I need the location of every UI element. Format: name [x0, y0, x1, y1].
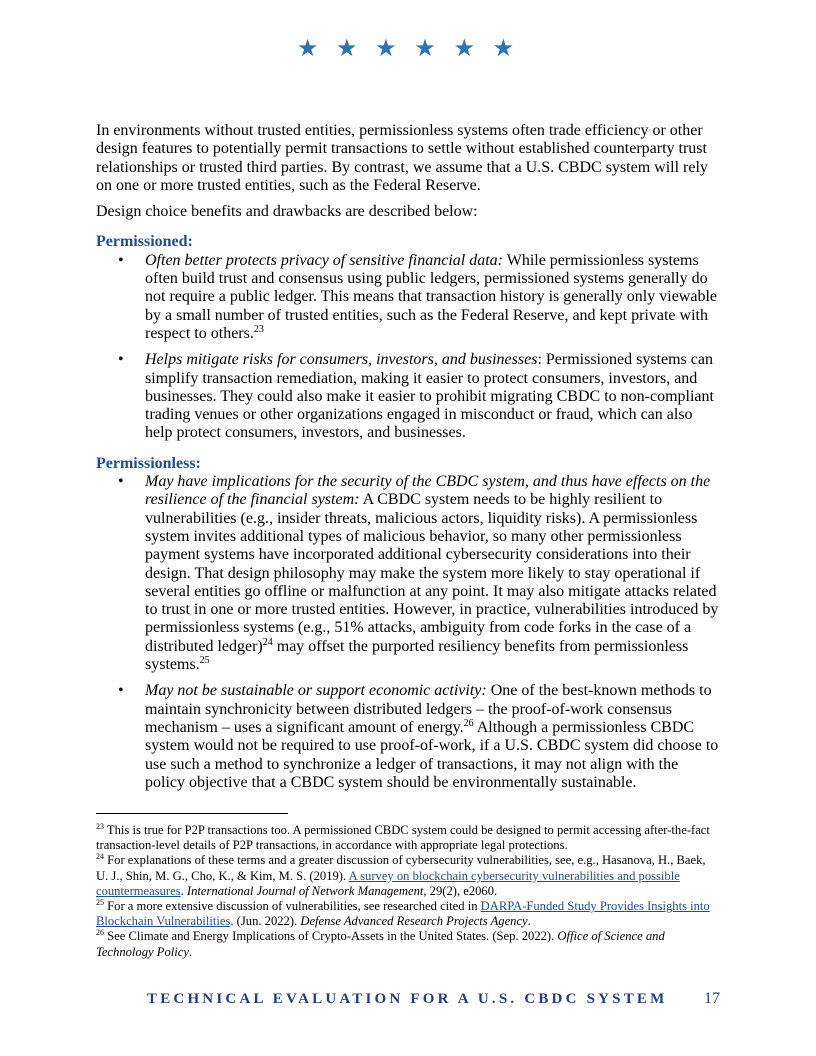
- footnote-number: 26: [96, 928, 104, 938]
- footnote-ref[interactable]: 26: [463, 717, 474, 729]
- footnote: [96, 899, 716, 929]
- bullet-icon: •: [118, 473, 124, 491]
- list-item: [96, 682, 720, 792]
- bullet-lead: May have implications for the security of the CBDC system, and thus have effects on the resilience of the financial system:: [145, 473, 711, 509]
- bullet-lead: Helps mitigate risks for consumers, investors, and businesses: [145, 351, 538, 369]
- permissioned-list: [96, 252, 720, 443]
- bullet-icon: •: [118, 351, 124, 369]
- footnote-separator: [96, 813, 288, 814]
- bullet-text: While permissionless systems often build trust and consensus using public ledgers, permissioned systems generally do not require a public ledger. This means that transaction history is generally only viewable by a small number of trusted entities, such as the Federal Reserve, and kept private with respect to others.: [145, 251, 717, 342]
- footnote-source: Office of Science and Technology Policy: [96, 929, 665, 959]
- bullet-text: : Permissioned systems can simplify transaction remediation, making it easier to protect consumers, investors, and businesses. They could also make it easier to prohibit migrating CBDC to non-compliant trading venues or other organizations engaged in misconduct or fraud, which can also help protect consumers, investors, and businesses.: [145, 351, 714, 442]
- footnote-text: For explanations of these terms and a greater discussion of cybersecurity vulnerabilities, see, e.g., Hasanova, H., Baek, U. J., Shin, M. G., Cho, K., & Kim, M. S. (2019).: [96, 853, 706, 883]
- footnote-number: 25: [96, 898, 104, 908]
- bullet-lead: Often better protects privacy of sensitive financial data:: [145, 251, 503, 269]
- list-item: [96, 252, 720, 343]
- footnote-text: See Climate and Energy Implications of Crypto-Assets in the United States. (Sep. 2022).: [104, 929, 558, 944]
- intro-paragraph: In environments without trusted entities, permissionless systems often trade efficiency or other design features to potentially permit transactions to settle without established counterparty trust relationships or trusted third parties. By contrast, we assume that a U.S. CBDC system will rely on one or more trusted entities, such as the Federal Reserve.: [96, 122, 708, 194]
- footnote-text: .: [180, 883, 187, 898]
- footnote-text: .: [188, 944, 193, 959]
- footnote-ref[interactable]: 23: [253, 323, 264, 335]
- footnote-text: For a more extensive discussion of vulnerabilities, see researched cited in: [104, 899, 481, 914]
- footnote-text: This is true for P2P transactions too. A permissioned CBDC system could be designed to permit accessing after-the-fact transaction-level details of P2P transactions, in accordance with appropriate legal protections.: [96, 823, 710, 853]
- list-item: [96, 351, 720, 442]
- footnote-source: International Journal of Network Management: [186, 883, 424, 898]
- footnotes: [96, 823, 716, 960]
- page-number: 17: [704, 990, 720, 1007]
- footnote-link[interactable]: DARPA-Funded Study Provides Insights into Blockchain Vulnerabilities: [96, 899, 710, 929]
- bullet-icon: •: [118, 251, 124, 269]
- footnote-source: Defense Advanced Research Projects Agency: [300, 914, 528, 929]
- section-heading-permissionless: Permissionless:: [96, 454, 201, 472]
- bullet-text: may offset the purported resiliency benefits from permissionless systems.: [145, 637, 689, 674]
- footnote: [96, 853, 716, 899]
- permissionless-list: [96, 473, 720, 792]
- list-item: [96, 473, 720, 674]
- footnote: [96, 929, 716, 959]
- footnote-text: .: [527, 914, 531, 929]
- bullet-text: One of the best-known methods to maintain synchronicity between distributed ledgers – the proof-of-work consensus mechanism – uses a significant amount of energy.: [145, 682, 712, 736]
- footnote-text: , 29(2), e2060.: [423, 883, 498, 898]
- bullet-icon: •: [118, 682, 124, 700]
- section-heading-permissioned: Permissioned:: [96, 233, 193, 251]
- footnote-number: 23: [96, 822, 104, 831]
- footnote: [96, 823, 716, 853]
- footnote-number: 24: [96, 852, 104, 862]
- body-content: [96, 122, 720, 800]
- footnote-ref[interactable]: 25: [199, 655, 210, 667]
- footer-title: TECHNICAL EVALUATION FOR A U.S. CBDC SYSTEM: [147, 991, 668, 1007]
- bullet-text: Although a permissionless CBDC system would not be required to use proof-of-work, if a U.S. CBDC system did choose to use such a method to synchronize a ledger of transactions, it may not align with the policy objective that a CBDC system should be environmentally sustainable.: [145, 718, 719, 791]
- bullet-lead: May not be sustainable or support economic activity:: [145, 682, 487, 700]
- footnote-ref[interactable]: 24: [262, 636, 273, 648]
- footnote-link[interactable]: A survey on blockchain cybersecurity vulnerabilities and possible countermeasures: [96, 868, 680, 898]
- footnote-text: . (Jun. 2022).: [230, 914, 301, 929]
- intro-paragraph: Design choice benefits and drawbacks are described below:: [96, 203, 478, 221]
- bullet-text: A CBDC system needs to be highly resilient to vulnerabilities (e.g., insider threats, malicious actors, liquidity risks). A permissionless system invites additional types of malicious behavior, so many other permissionless payment systems have incorporated additional cybersecurity considerations into their design. That design philosophy may make the system more likely to stay operational if several entities go offline or malfunction at any point. It may also mitigate attacks related to trust in one or more trusted entities. However, in practice, vulnerabilities introduced by permissionless systems (e.g., 51% attacks, ambiguity from code forks in the case of a distributed ledger): [145, 491, 719, 655]
- header-stars: ★ ★ ★ ★ ★ ★: [296, 34, 520, 62]
